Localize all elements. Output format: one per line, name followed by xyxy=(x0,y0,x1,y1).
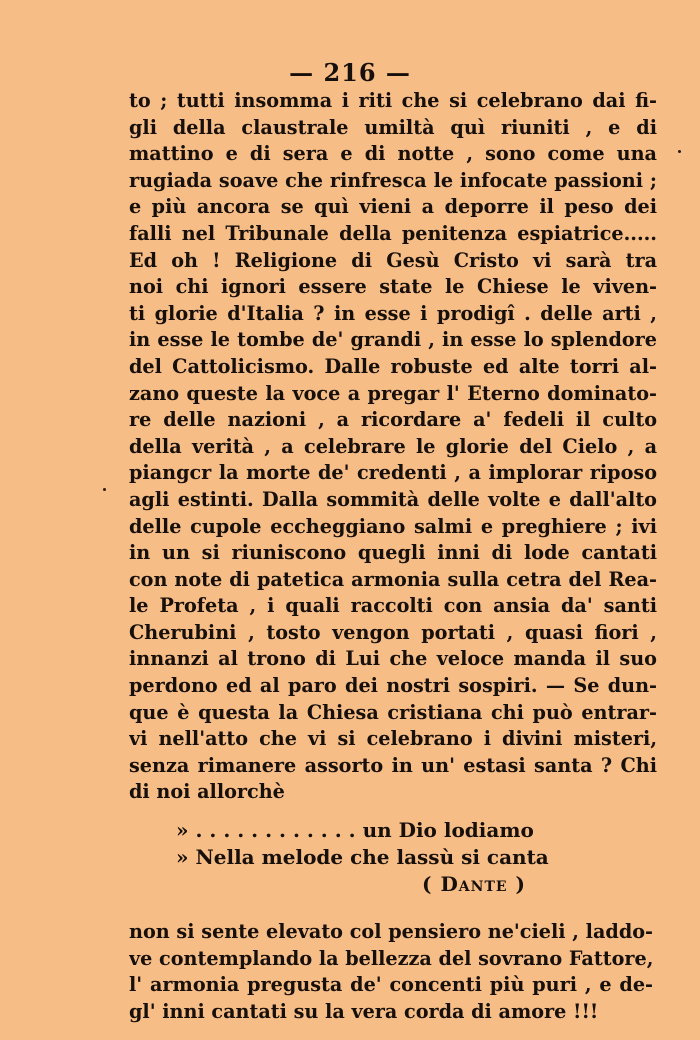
text-line: le Profeta , i quali raccolti con ansia da' santi xyxy=(129,594,657,618)
text-line: vi nell'atto che vi si celebrano i divini misteri, xyxy=(129,727,657,751)
text-line: delle cupole eccheggiano salmi e preghiere ; ivi xyxy=(129,514,657,538)
text-line: Ed oh ! Religione di Gesù Cristo vi sarà tra xyxy=(129,248,657,272)
text-line: non si sente elevato col pensiero ne'cieli , laddo- xyxy=(129,920,653,943)
text-line: in un si riuniscono quegli inni di lode cantati xyxy=(129,541,657,565)
attribution-author: Dante xyxy=(440,872,508,896)
text-line: re delle nazioni , a ricordare a' fedeli il culto xyxy=(129,408,657,432)
quote-line: » . . . . . . . . . . . . un Dio lodiamo xyxy=(176,818,534,842)
text-line: noi chi ignori essere state le Chiese le viven- xyxy=(129,275,657,299)
text-line: ve contemplando la bellezza del sovrano Fattore, xyxy=(129,946,653,970)
text-line: in esse le tombe de' grandi , in esse lo splendore xyxy=(129,328,657,352)
ink-speck xyxy=(103,488,106,491)
text-line: innanzi al trono di Lui che veloce manda il suo xyxy=(129,647,657,671)
text-line: perdono ed al paro dei nostri sospiri. — Se dun- xyxy=(129,674,657,698)
text-line: del Cattolicismo. Dalle robuste ed alte torri al- xyxy=(129,354,657,378)
dante-quote xyxy=(176,817,636,898)
text-line: que è questa la Chiesa cristiana chi può entrar- xyxy=(129,700,657,724)
text-line: mattino e di sera e di notte , sono come una xyxy=(129,142,657,166)
quote-line: » Nella melode che lassù si canta xyxy=(176,845,549,869)
text-line: Cherubini , tosto vengon portati , quasi fiori , xyxy=(129,620,657,644)
text-line: agli estinti. Dalla sommità delle volte e dall'alto xyxy=(129,487,657,511)
ink-speck xyxy=(678,150,681,153)
text-line: rugiada soave che rinfresca le infocate passioni ; xyxy=(129,168,657,192)
text-line: e più ancora se quì vieni a deporre il peso dei xyxy=(129,195,657,219)
text-line: con note di patetica armonia sulla cetra del Rea- xyxy=(129,567,657,591)
text-line: di noi allorchè xyxy=(129,780,285,804)
text-line: della verità , a celebrare le glorie del Cielo , a xyxy=(129,434,657,458)
text-line: zano queste la voce a pregar l' Eterno dominato- xyxy=(129,381,657,405)
text-line: piangcr la morte de' credenti , a implorar riposo xyxy=(129,461,657,485)
text-line: gli della claustrale umiltà quì riuniti , e di xyxy=(129,115,657,139)
text-line: falli nel Tribunale della penitenza espiatrice..... xyxy=(129,221,657,245)
attribution-close-paren: ) xyxy=(507,872,526,896)
attribution-open-paren: ( xyxy=(422,872,441,896)
text-line: l' armonia pregusta de' concenti più puri , e de- xyxy=(129,973,653,997)
text-line: senza rimanere assorto in un' estasi santa ? Chi xyxy=(129,753,657,777)
quote-attribution xyxy=(176,871,636,898)
text-line: gl' inni cantati su la vera corda di amore !!! xyxy=(129,999,599,1023)
closing-paragraph xyxy=(129,919,653,1025)
main-paragraph xyxy=(129,88,657,806)
page-number: — 216 — xyxy=(289,58,411,87)
text-line: to ; tutti insomma i riti che si celebrano dai fi- xyxy=(129,89,657,112)
text-line: ti glorie d'Italia ? in esse i prodigî . delle arti , xyxy=(129,301,657,325)
